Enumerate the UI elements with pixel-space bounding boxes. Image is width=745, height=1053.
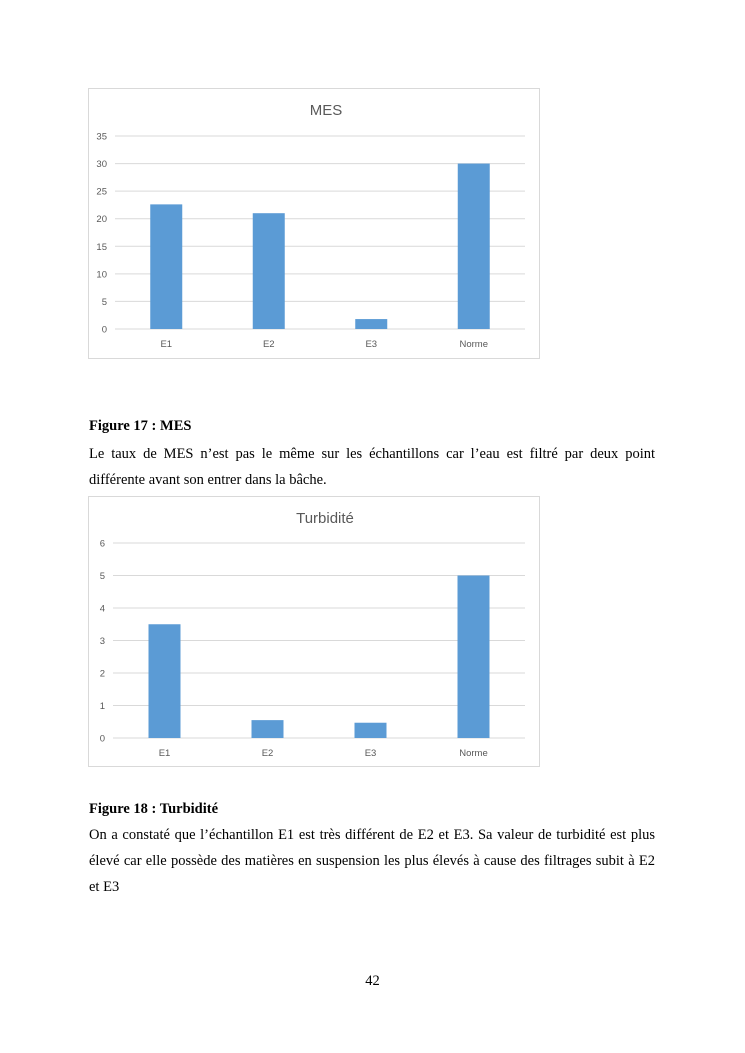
y-tick-label: 6	[99, 538, 105, 550]
chart-mes	[88, 88, 540, 359]
bar-norme	[458, 164, 490, 329]
bar-e2	[253, 213, 285, 329]
chart-mes-svg	[89, 89, 539, 358]
y-tick-label: 3	[99, 636, 105, 647]
bar-e3	[355, 723, 387, 738]
y-tick-label: 5	[99, 571, 105, 582]
y-tick-label: 1	[99, 701, 105, 712]
figure-18-caption: Figure 18 : Turbidité	[89, 801, 219, 817]
x-tick-label: Norme	[459, 748, 488, 759]
y-tick-label: 20	[96, 214, 107, 226]
bar-e1	[150, 204, 182, 329]
x-tick-label: E2	[261, 748, 274, 759]
x-tick-label: E3	[365, 339, 378, 350]
y-tick-label: 2	[99, 668, 105, 680]
y-tick-label: 0	[99, 733, 105, 745]
bar-e1	[149, 624, 181, 738]
figure-17-text: Le taux de MES n’est pas le même sur les échantillons car l’eau est filtré par deux point différente avant son entrer dans la bâche.	[89, 446, 655, 488]
bar-norme	[458, 576, 490, 739]
bar-e2	[252, 720, 284, 738]
y-tick-label: 15	[96, 241, 107, 253]
y-tick-label: 35	[96, 131, 107, 143]
page-number: 42	[365, 973, 380, 989]
figure-17-caption: Figure 17 : MES	[89, 418, 192, 434]
y-tick-label: 30	[96, 159, 107, 171]
chart-turbidite-svg	[89, 497, 539, 766]
y-tick-label: 4	[99, 603, 105, 615]
y-tick-label: 0	[101, 324, 107, 336]
y-tick-label: 25	[96, 186, 107, 198]
figure-18-text: On a constaté que l’échantillon E1 est très différent de E2 et E3. Sa valeur de turbidité est plus élevé car elle possède des matières en suspension les plus élevés à cause des filtrages subit à E2 et E3	[89, 827, 655, 895]
x-tick-label: E3	[364, 748, 377, 759]
x-tick-label: E1	[158, 748, 171, 759]
chart-title: Turbidité	[296, 510, 354, 527]
chart-turbidite	[88, 496, 540, 767]
x-tick-label: E1	[160, 339, 173, 350]
x-tick-label: E2	[262, 339, 275, 350]
y-tick-label: 5	[101, 296, 107, 308]
y-tick-label: 10	[96, 269, 107, 281]
chart-title: MES	[309, 102, 343, 119]
bar-e3	[355, 319, 387, 329]
x-tick-label: Norme	[459, 339, 489, 350]
